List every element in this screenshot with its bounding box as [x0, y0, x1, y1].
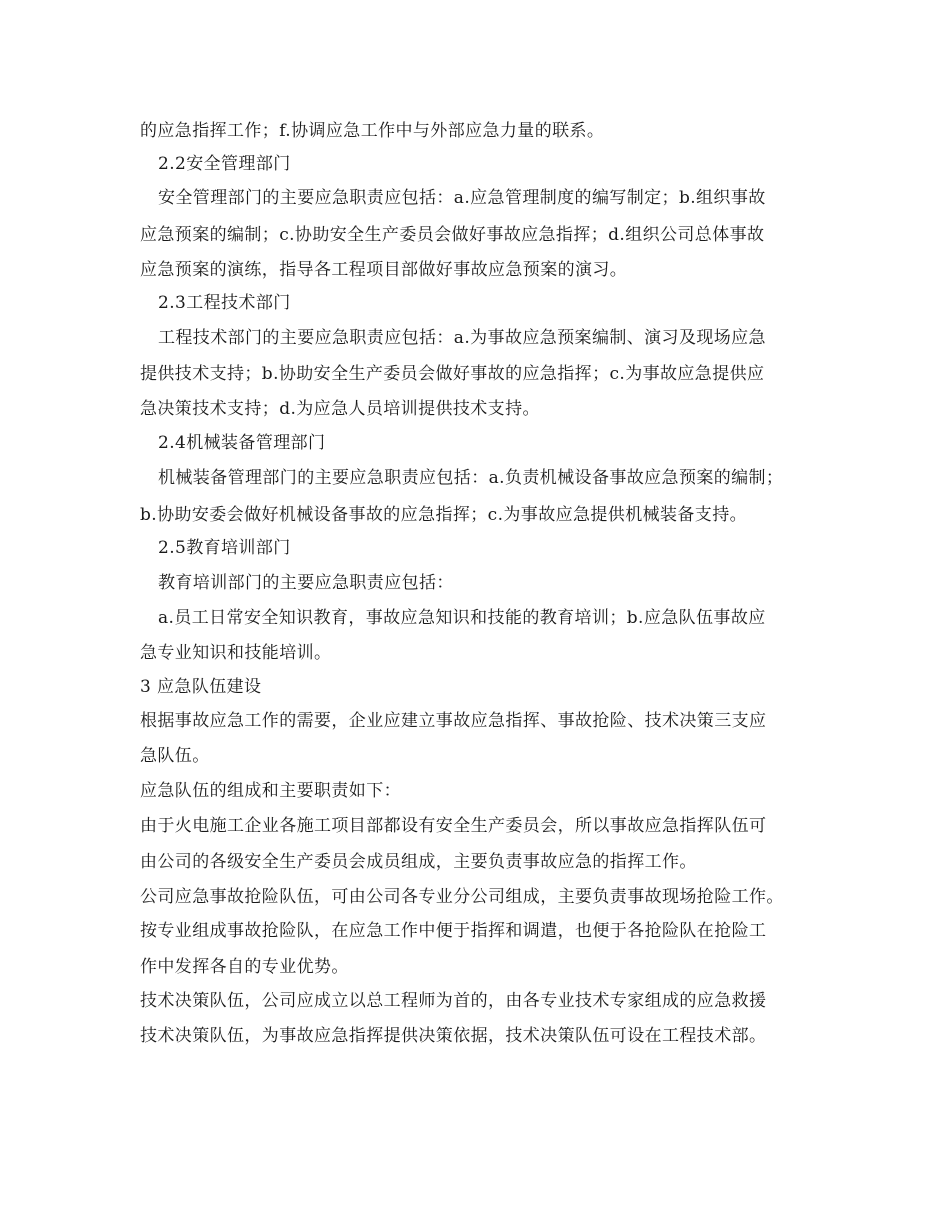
- text-line: 技术决策队伍，为事故应急指挥提供决策依据，技术决策队伍可设在工程技术部。: [140, 1026, 767, 1046]
- text-line: 的应急指挥工作；f.协调应急工作中与外部应急力量的联系。: [140, 121, 605, 141]
- text-line: 技术决策队伍，公司应成立以总工程师为首的，由各专业技术专家组成的应急救援: [140, 991, 767, 1011]
- text-line: 作中发挥各自的专业优势。: [140, 957, 349, 977]
- text-line: 急专业知识和技能培训。: [140, 643, 332, 663]
- text-line: 由公司的各级安全生产委员会成员组成，主要负责事故应急的指挥工作。: [140, 852, 697, 872]
- section-heading-2-5: 2.5教育培训部门: [158, 538, 291, 558]
- text-line: 急队伍。: [140, 746, 210, 766]
- text-line: 工程技术部门的主要应急职责应包括：a.为事故应急预案编制、演习及现场应急: [158, 328, 766, 348]
- text-line: 根据事故应急工作的需要，企业应建立事故应急指挥、事故抢险、技术决策三支应: [140, 711, 767, 731]
- section-heading-2-3: 2.3工程技术部门: [158, 293, 291, 313]
- text-line: 由于火电施工企业各施工项目部都设有安全生产委员会，所以事故应急指挥队伍可: [140, 816, 767, 836]
- section-heading-3: 3 应急队伍建设: [140, 677, 262, 697]
- text-line: 应急预案的演练，指导各工程项目部做好事故应急预案的演习。: [140, 260, 628, 280]
- text-line: 按专业组成事故抢险队，在应急工作中便于指挥和调遣，也便于各抢险队在抢险工: [140, 921, 767, 941]
- section-heading-2-4: 2.4机械装备管理部门: [158, 433, 326, 453]
- text-line: 安全管理部门的主要应急职责应包括：a.应急管理制度的编写制定；b.组织事故: [158, 188, 766, 208]
- text-line: b.协助安委会做好机械设备事故的应急指挥；c.为事故应急提供机械装备支持。: [140, 505, 748, 525]
- text-line: 机械装备管理部门的主要应急职责应包括：a.负责机械设备事故应急预案的编制；: [158, 468, 784, 488]
- text-line: 提供技术支持；b.协助安全生产委员会做好事故的应急指挥；c.为事故应急提供应: [140, 364, 765, 384]
- section-heading-2-2: 2.2安全管理部门: [158, 154, 291, 174]
- text-line: a.员工日常安全知识教育，事故应急知识和技能的教育培训；b.应急队伍事故应: [158, 608, 766, 628]
- text-line: 公司应急事故抢险队伍，可由公司各专业分公司组成，主要负责事故现场抢险工作。: [140, 887, 784, 907]
- text-line: 教育培训部门的主要应急职责应包括：: [158, 573, 454, 593]
- text-line: 急决策技术支持；d.为应急人员培训提供技术支持。: [140, 399, 540, 419]
- text-line: 应急预案的编制；c.协助安全生产委员会做好事故应急指挥；d.组织公司总体事故: [140, 225, 765, 245]
- text-line: 应急队伍的组成和主要职责如下：: [140, 781, 401, 801]
